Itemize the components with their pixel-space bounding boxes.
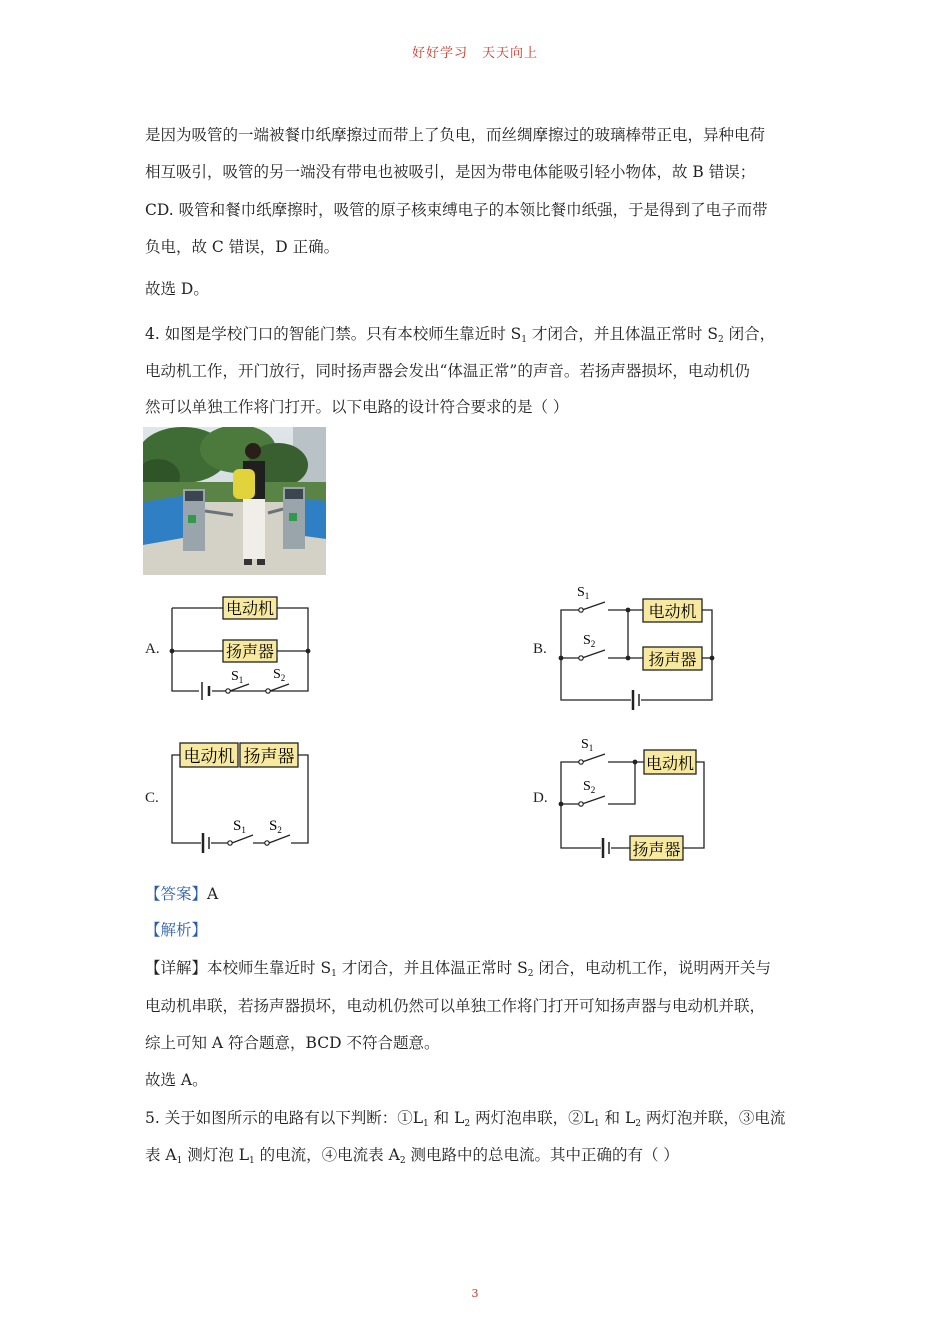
option-b-label: B. xyxy=(533,641,547,657)
text-line: CD. 吸管和餐巾纸摩擦时，吸管的原子核束缚电子的本领比餐巾纸强，于是得到了电子而带 xyxy=(145,201,768,219)
switch-s2-label: $S_2$ xyxy=(583,779,596,795)
circuit-a xyxy=(165,590,315,705)
answer-line xyxy=(145,884,815,904)
answer-value: A xyxy=(207,885,219,903)
question-4-line-1: 4. 如图是学校门口的智能门禁。只有本校师生靠近时 $S_1$ 才闭合，并且体温正常时 $S_2$ 闭合， xyxy=(145,325,776,345)
question-4-line-3: 然可以单独工作将门打开。以下电路的设计符合要求的是（ ） xyxy=(145,398,569,416)
motor-label: 电动机 xyxy=(645,756,695,773)
question-4-line-2: 电动机工作，开门放行，同时扬声器会发出“体温正常”的声音。若扬声器损坏，电动机仍 xyxy=(145,362,750,380)
text-line: 是因为吸管的一端被餐巾纸摩擦过而带上了负电，而丝绸摩擦过的玻璃棒带正电，异种电荷 xyxy=(145,126,766,144)
text-line: 相互吸引，吸管的另一端没有带电也被吸引，是因为带电体能吸引轻小物体，故 B 错误； xyxy=(145,163,756,181)
detail-line-1: 【详解】本校师生靠近时 $S_1$ 才闭合，并且体温正常时 $S_2$ 闭合，电动机工作，说明两开关与 xyxy=(145,959,771,979)
speaker-label: 扬声器 xyxy=(243,747,295,766)
gate-photo xyxy=(143,427,326,575)
question-5-line-1: 5. 关于如图所示的电路有以下判断：$①L_1$ 和 $L_2$ 两灯泡串联，$②L_1$ 和 $L_2$ 两灯泡并联，③电流 xyxy=(145,1109,786,1129)
switch-s1-label: $S_1$ xyxy=(233,818,246,835)
option-d-label: D. xyxy=(533,790,548,806)
motor-label: 电动机 xyxy=(183,747,235,766)
motor-label: 电动机 xyxy=(225,601,275,618)
switch-s2-label: $S_2$ xyxy=(583,633,596,649)
detail-line-3: 综上可知 A 符合题意，BCD 不符合题意。 xyxy=(145,1034,440,1052)
switch-s2-label: $S_2$ xyxy=(273,667,286,683)
speaker-label: 扬声器 xyxy=(648,652,697,669)
motor-label: 电动机 xyxy=(648,604,697,621)
detail-tag: 【详解】 xyxy=(145,959,208,977)
page-number: 3 xyxy=(471,1287,479,1300)
switch-s2-label: $S_2$ xyxy=(269,818,282,835)
detail-line-2: 电动机串联，若扬声器损坏，电动机仍然可以单独工作将门打开可知扬声器与电动机并联， xyxy=(145,997,766,1015)
speaker-label: 扬声器 xyxy=(632,842,681,859)
switch-s1-label: $S_1$ xyxy=(581,737,594,753)
analysis-tag: 【解析】 xyxy=(145,921,208,939)
header-left: 好好学习 xyxy=(411,46,468,61)
page-header xyxy=(0,42,950,61)
question-5-line-2: 表 $A_1$ 测灯泡 $L_1$ 的电流，④电流表 $A_2$ 测电路中的总电流。其中正确的有（ ） xyxy=(145,1146,679,1166)
switch-s1-label: $S_1$ xyxy=(231,669,244,685)
analysis-line xyxy=(145,920,815,940)
detail-line-4: 故选 A。 xyxy=(145,1071,208,1089)
circuit-b xyxy=(553,578,723,723)
option-a-label: A. xyxy=(145,641,160,657)
circuit-d xyxy=(553,728,723,868)
option-c-label: C. xyxy=(145,790,159,806)
answer-tag: 【答案】 xyxy=(145,885,208,903)
header-right: 天天向上 xyxy=(482,46,539,61)
speaker-label: 扬声器 xyxy=(225,644,275,661)
text-line: 故选 D。 xyxy=(145,280,209,298)
circuit-c xyxy=(165,735,315,860)
text-line: 负电，故 C 错误，D 正确。 xyxy=(145,238,340,256)
switch-s1-label: $S_1$ xyxy=(577,585,590,601)
